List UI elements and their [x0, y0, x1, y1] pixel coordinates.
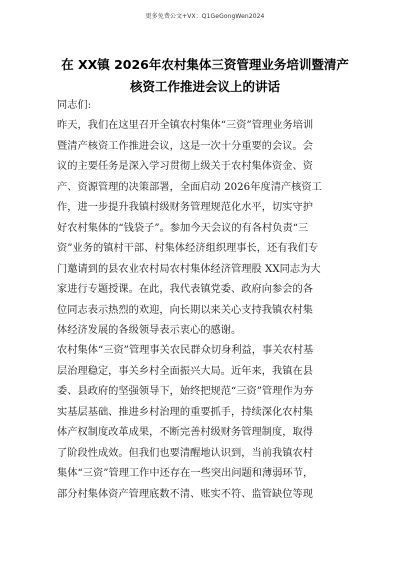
body-line: 好农村集体的“钱袋子”。参加今天会议的有各村负责“三 — [57, 222, 309, 234]
body-line: 体经济发展的各级领导表示衷心的感谢。 — [57, 324, 242, 336]
body-line: 体产权制度改革成果，不断完善村级财务管理制度，取得 — [57, 427, 313, 439]
document-title-line-2: 核资工作推进会议上的讲话 — [129, 79, 280, 94]
document-title-line-1: 在 XX镇 2026年农村集体三资管理业务培训暨清产 — [61, 57, 349, 72]
body-line: 集体“三资”管理工作中还存在一些突出问题和薄弱环节， — [57, 468, 314, 480]
body-line: 层治理稳定，事关乡村全面振兴大局。近年来，我镇在县 — [57, 365, 313, 377]
body-line: 了阶段性成效。但我们也要清醒地认识到，当前我镇农村 — [57, 447, 313, 459]
body-line: 委、县政府的坚强领导下，始终把规范“三资”管理作为夯 — [57, 386, 314, 398]
body-line: 位同志表示热烈的欢迎，向长期以来关心支持我镇农村集 — [57, 304, 313, 316]
body-line: 家进行专题授课。在此，我代表镇党委、政府向参会的各 — [57, 284, 313, 296]
body-line: 昨天，我们在这里召开全镇农村集体“三资”管理业务培训 — [57, 120, 314, 132]
body-line: 实基层基础、推进乡村治理的重要抓手，持续深化农村集 — [57, 406, 313, 418]
body-line: 产、资源管理的决策部署，全面启动 2026年度清产核资工 — [57, 181, 322, 193]
salutation: 同志们: — [57, 100, 92, 111]
body-line: 部分村集体资产管理底数不清、账实不符、监管缺位等现 — [57, 488, 313, 500]
header-note: 更多免费公文+VX：Q1GeGongWen2024 — [145, 13, 265, 20]
body-line: 作，进一步提升我镇村级财务管理规范化水平，切实守护 — [57, 202, 313, 214]
body-line: 暨清产核资工作推进会议，这是一次十分重要的会议。会 — [57, 140, 313, 152]
body-line: 议的主要任务是深入学习贯彻上级关于农村集体资金、资 — [57, 161, 313, 173]
body-line: 资”业务的镇村干部、村集体经济组织理事长，还有我们专 — [57, 243, 319, 255]
body-line: 门邀请到的县农业农村局农村集体经济管理股 XX同志为大 — [57, 263, 321, 275]
body-line: 农村集体“三资”管理事关农民群众切身利益，事关农村基 — [57, 345, 314, 357]
